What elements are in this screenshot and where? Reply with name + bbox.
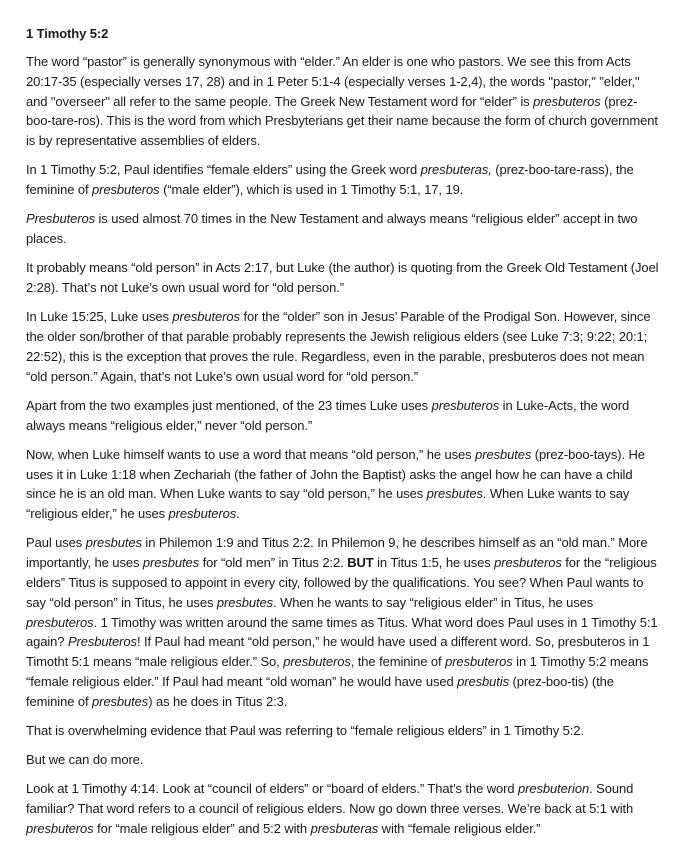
text-run: ) as he does in Titus 2:3. xyxy=(148,693,288,709)
text-run: (prez-boo-tare-ros). This is the word from which Presbyterians get their name because the form of church government is by representative assemblies of elders. xyxy=(26,93,658,149)
italic-term: presbutes xyxy=(216,594,274,610)
text-run: . When he wants to say “religious elder” in Titus, he uses xyxy=(273,594,594,610)
italic-term: presbutes xyxy=(426,486,483,502)
italic-term: presbuteros xyxy=(172,309,240,325)
paragraph-9 xyxy=(26,721,660,741)
text-run: Paul uses xyxy=(26,535,86,551)
text-run: for the “religious elders” Titus is supposed to appoint in every city, followed by the qualifications. You see? When Paul wants to say “old person” in Titus, he uses xyxy=(26,555,657,610)
italic-term: presbutes xyxy=(475,446,532,462)
italic-term: presbuteros xyxy=(431,397,500,413)
text-run: In Luke 15:25, Luke uses xyxy=(26,309,173,325)
text-run: That is overwhelming evidence that Paul was referring to “female religious elders” in 1 Timothy 5:2. xyxy=(26,723,584,739)
text-run: in Philemon 1:9 and Titus 2:2. In Philemon 9, he describes himself as an “old man.” More importantly, he uses xyxy=(26,535,648,571)
italic-term: Presbuteros xyxy=(67,634,137,650)
page-title: 1 Timothy 5:2 xyxy=(26,26,109,41)
text-run: (prez-boo-tays). He uses it in Luke 1:18 when Zechariah (the father of John the Baptist) asks the angel how he can have a child since he is an old man. When Luke wants to say “old person,” he uses xyxy=(26,446,645,502)
paragraph-3 xyxy=(26,209,660,249)
italic-term: presbuteras xyxy=(310,821,379,836)
italic-term: presbuteros xyxy=(283,654,351,670)
text-run: Apart from the two examples just mentioned, of the 23 times Luke uses xyxy=(26,397,432,413)
text-run: is used almost 70 times in the New Testament and always means “religious elder” accept in two places. xyxy=(26,211,638,247)
italic-term: presbutes xyxy=(92,693,149,709)
text-run: . When Luke wants to say “religious elder,” he uses xyxy=(26,486,630,522)
italic-term: presbuteros xyxy=(26,614,94,630)
paragraph-2 xyxy=(26,160,660,200)
text-run: for “old men” in Titus 2:2. xyxy=(199,555,348,571)
text-run: . 1 Timothy was written around the same times as Titus. What word does Paul uses in 1 Timothy 5:1 again? xyxy=(26,614,658,650)
paragraph-8 xyxy=(26,533,660,711)
italic-term: presbuteros xyxy=(494,555,562,571)
text-run: in 1 Timothy 5:2 means “female religious elder.” If Paul had meant “old woman” he would have used xyxy=(26,654,649,690)
text-run: It probably means “old person” in Acts 2:17, but Luke (the author) is quoting from the Greek Old Testament (Joel 2:28). That’s not Luke’s own usual word for “old person.” xyxy=(26,260,659,296)
text-run: But we can do more. xyxy=(26,752,144,768)
text-run: In 1 Timothy 5:2, Paul identifies “female elders” using the Greek word xyxy=(26,162,421,178)
italic-term: presbuteros xyxy=(533,93,601,109)
text-run: The word “pastor” is generally synonymous with “elder.” An elder is one who pastors. We see this from Acts 20:17-35 (especially verses 17, 28) and in 1 Peter 5:1-4 (especially verses 1-2,4), the words "pastor," "elder," and "overseer" all refer to the same people. The Greek New Testament word for “elder” is xyxy=(26,54,640,109)
italic-term: presbutis xyxy=(457,674,509,690)
paragraph-10 xyxy=(26,750,660,770)
italic-term: presbuteros xyxy=(26,821,94,836)
text-run: , the feminine of xyxy=(350,654,446,670)
italic-term: presbuterion xyxy=(518,781,590,797)
text-run: for “male religious elder” and 5:2 with xyxy=(93,821,311,836)
document-body xyxy=(26,52,660,839)
text-run: in Titus 1:5, he uses xyxy=(373,555,495,571)
italic-term: presbuteros xyxy=(92,182,160,198)
text-run: (prez-boo-tare-rass), the feminine of xyxy=(26,162,634,198)
bold-text: BUT xyxy=(347,555,374,571)
text-run: ! If Paul had meant “old person,” he would have used a different word. So, presbuteros in 1 Timotht 5:1 means “male religious elder.” So, xyxy=(26,634,650,670)
text-run: with “female religious elder.” xyxy=(378,821,541,836)
paragraph-11 xyxy=(26,779,660,838)
paragraph-6 xyxy=(26,396,660,436)
text-run: . Sound familiar? That word refers to a council of religious elders. Now go down three verses. We’re back at 5:1 with xyxy=(26,781,634,817)
italic-term: presbutes xyxy=(85,535,142,551)
text-run: (“male elder”), which is used in 1 Timothy 5:1, 17, 19. xyxy=(159,182,464,198)
text-run: . xyxy=(236,506,240,522)
text-run: in Luke-Acts, the word always means “religious elder,” never “old person.” xyxy=(26,397,630,433)
paragraph-7 xyxy=(26,445,660,524)
paragraph-1 xyxy=(26,52,660,151)
italic-term: presbuteros xyxy=(168,506,237,522)
text-run: Look at 1 Timothy 4:14. Look at “council of elders” or “board of elders.” That’s the word xyxy=(26,781,519,797)
text-run: for the “older” son in Jesus’ Parable of the Prodigal Son. However, since the older son/brother of that parable probably represents the Jewish religious elders (see Luke 7:3; 9:22; 20:1; 22:52), this is the exception that proves the rule. Regardless, even in the parable, presbuteros does not mean “old person.” Again, that’s not Luke’s own usual word for “old person.” xyxy=(26,309,651,384)
italic-term: presbutes xyxy=(142,555,200,571)
italic-term: Presbuteros xyxy=(26,211,95,227)
italic-term: presbuteras, xyxy=(420,162,492,178)
text-run: (prez-boo-tis) (the feminine of xyxy=(26,674,614,709)
italic-term: presbuteros xyxy=(445,654,513,670)
paragraph-4 xyxy=(26,258,660,298)
paragraph-5 xyxy=(26,307,660,386)
text-run: Now, when Luke himself wants to use a word that means “old person,” he uses xyxy=(26,446,476,462)
